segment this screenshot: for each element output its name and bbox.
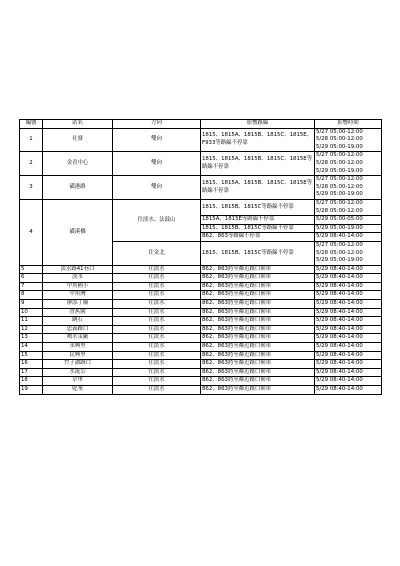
row-number: 7 — [20, 282, 43, 291]
row-time: 5/29 08:40-14:00 — [315, 291, 382, 300]
row-time: 5/29 08:40-14:00 — [315, 308, 382, 317]
row-direction: 往淡水 — [113, 300, 201, 309]
table-row — [20, 325, 382, 334]
row-route: 1815、1815B、1815C等路線不停靠 — [201, 241, 315, 265]
time-line: 5/27 05:00-12:00 — [316, 128, 363, 135]
row-route: 862、863將至鄰近路口候車 — [201, 317, 315, 326]
row-time: 5/29 08:40-14:00 — [315, 386, 382, 395]
table-row — [20, 334, 382, 343]
time-line: 5/27 05:00-12:00 — [316, 176, 363, 183]
row-time: 5/29 08:40-14:00 — [315, 282, 382, 291]
row-time: 5/29 08:40-14:00 — [315, 343, 382, 352]
row-time — [315, 128, 382, 152]
row-route: 862、863將至鄰近路口候車 — [201, 360, 315, 369]
row-route: 1815、1815A、1815B、1815C、1815E等路線不停靠 — [201, 152, 315, 176]
row-number: 16 — [20, 360, 43, 369]
row-direction: 往淡水 — [113, 343, 201, 352]
table-row — [20, 386, 382, 395]
row-direction: 往淡水 — [113, 334, 201, 343]
row-time: 5/29 08:40-14:00 — [315, 368, 382, 377]
row-time: 5/29 05:00-05:00 — [315, 216, 382, 225]
row-number: 6 — [20, 274, 43, 283]
time-line: 5/27 05:00-12:00 — [316, 241, 363, 248]
header-time: 影響時間 — [315, 120, 382, 129]
row-route: 862、863將至鄰近路口候車 — [201, 282, 315, 291]
row-station: 磺港路 — [43, 176, 113, 200]
row-station: 跳石 — [43, 317, 113, 326]
table-row — [20, 176, 382, 200]
row-direction: 往淡水 — [113, 351, 201, 360]
time-line: 5/27 05:00-12:00 — [316, 152, 363, 159]
row-route: 1815、1815A、1815B、1815C、1815E等路線不停靠 — [201, 176, 315, 200]
row-station: 中角國小 — [43, 282, 113, 291]
table-row — [20, 265, 382, 274]
time-line: 5/29 05:00-19:00 — [316, 167, 363, 174]
row-number: 13 — [20, 334, 43, 343]
row-time: 5/29 08:40-14:00 — [315, 265, 382, 274]
row-direction: 雙向 — [113, 176, 201, 200]
row-direction: 往金北 — [113, 241, 201, 265]
row-route: 862、863將至鄰近路口候車 — [201, 265, 315, 274]
table-row — [20, 317, 382, 326]
table-row — [20, 282, 382, 291]
row-number: 3 — [20, 176, 43, 200]
row-route: 862、863將至鄰近路口候車 — [201, 291, 315, 300]
row-station: 民興里 — [43, 351, 113, 360]
row-direction: 往淡水 — [113, 317, 201, 326]
table-row — [20, 360, 382, 369]
row-time: 5/29 05:00-19:00 — [315, 224, 382, 233]
time-line: 5/28 05:00-12:00 — [316, 249, 363, 256]
header-row — [20, 120, 382, 129]
row-route: 1815A、1815E等路線不停靠 — [201, 216, 315, 225]
row-route: 862、863將至鄰近路口候車 — [201, 274, 315, 283]
table-row — [20, 128, 382, 152]
row-station: 永興里 — [43, 343, 113, 352]
row-direction: 往淡水 — [113, 265, 201, 274]
header-station: 站名 — [43, 120, 113, 129]
row-direction: 雙向 — [113, 152, 201, 176]
table-row — [20, 351, 382, 360]
row-time: 5/29 08:40-14:00 — [315, 351, 382, 360]
table-row — [20, 199, 382, 215]
row-number: 10 — [20, 308, 43, 317]
row-route: 1815、1815A、1815B、1815C、1815E、F933等路線不停靠 — [201, 128, 315, 152]
row-direction: 往淡水 — [113, 308, 201, 317]
time-line: 5/28 05:00-12:00 — [316, 159, 363, 166]
time-line: 5/28 05:00-12:00 — [316, 136, 363, 143]
row-station: 中角灣 — [43, 291, 113, 300]
row-time — [315, 199, 382, 215]
row-number: 8 — [20, 291, 43, 300]
row-number: 18 — [20, 377, 43, 386]
row-direction: 往淡水、法鼓山 — [113, 199, 201, 241]
row-time: 5/29 08:40-14:00 — [315, 360, 382, 369]
row-direction: 往淡水 — [113, 368, 201, 377]
row-time: 5/29 08:40-14:00 — [315, 274, 382, 283]
row-route: 862、863將至鄰近路口候車 — [201, 325, 315, 334]
header-direction: 方向 — [113, 120, 201, 129]
time-line: 5/28 05:00-12:00 — [316, 207, 363, 214]
row-station: 噴水汞廠 — [43, 334, 113, 343]
table-row — [20, 300, 382, 309]
row-time: 5/29 08:40-14:00 — [315, 325, 382, 334]
row-station: 香蕉園 — [43, 308, 113, 317]
time-line: 5/28 05:00-12:00 — [316, 183, 363, 190]
row-route: 1815、1815B、1815C等路線不停靠 — [201, 199, 315, 215]
row-station: 乾華 — [43, 386, 113, 395]
header-number: 編號 — [20, 120, 43, 129]
traffic-control-table — [19, 119, 382, 395]
row-time: 5/29 08:40-14:00 — [315, 317, 382, 326]
row-station: 草里 — [43, 377, 113, 386]
time-line: 5/27 05:00-12:00 — [316, 199, 363, 206]
row-direction: 往淡水 — [113, 377, 201, 386]
table-row — [20, 274, 382, 283]
row-time: 5/29 08:40-14:00 — [315, 300, 382, 309]
header-route: 影響路線 — [201, 120, 315, 129]
table-row — [20, 343, 382, 352]
row-time: 5/29 08:40-14:00 — [315, 334, 382, 343]
row-number: 15 — [20, 351, 43, 360]
row-route: 862、863將至鄰近路口候車 — [201, 386, 315, 395]
row-number: 12 — [20, 325, 43, 334]
row-number: 11 — [20, 317, 43, 326]
row-number: 14 — [20, 343, 43, 352]
row-time — [315, 176, 382, 200]
row-number: 5 — [20, 265, 43, 274]
row-route: 862、863將至鄰近路口候車 — [201, 377, 315, 386]
row-number: 4 — [20, 199, 43, 265]
table-row — [20, 377, 382, 386]
row-station: 忠義路口 — [43, 325, 113, 334]
row-route: 862、863將至鄰近路口候車 — [201, 368, 315, 377]
row-station: 金青中心 — [43, 152, 113, 176]
time-line: 5/29 05:00-19:00 — [316, 143, 363, 150]
row-direction: 往淡水 — [113, 386, 201, 395]
row-route: 862、863將至鄰近路口候車 — [201, 351, 315, 360]
row-route: 862、863將至鄰近路口候車 — [201, 334, 315, 343]
row-time: 5/29 08:40-14:00 — [315, 377, 382, 386]
row-station: 廖添丁廟 — [43, 300, 113, 309]
row-route: 862、863將至鄰近路口候車 — [201, 300, 315, 309]
row-number: 19 — [20, 386, 43, 395]
row-station: 竹子湖路口 — [43, 360, 113, 369]
row-direction: 往淡水 — [113, 282, 201, 291]
row-station: 水流公 — [43, 368, 113, 377]
row-route: 862、863等路線不停靠 — [201, 233, 315, 242]
row-direction: 往淡水 — [113, 291, 201, 300]
table-row — [20, 152, 382, 176]
row-direction: 往淡水 — [113, 274, 201, 283]
row-number: 1 — [20, 128, 43, 152]
time-line: 5/29 05:00-19:00 — [316, 191, 363, 198]
table-row — [20, 308, 382, 317]
row-number: 17 — [20, 368, 43, 377]
row-station: 磺溪橋 — [43, 199, 113, 265]
row-direction: 往淡水 — [113, 360, 201, 369]
row-direction: 往淡水 — [113, 325, 201, 334]
row-station: 社寮 — [43, 128, 113, 152]
row-station: 淡水路41巷口 — [43, 265, 113, 274]
row-route: 1815、1815B、1815C等路線不停靠 — [201, 224, 315, 233]
row-station: 淡水 — [43, 274, 113, 283]
table-row — [20, 368, 382, 377]
table-row — [20, 291, 382, 300]
row-time — [315, 152, 382, 176]
row-time — [315, 241, 382, 265]
row-route: 862、863將至鄰近路口候車 — [201, 343, 315, 352]
row-route: 862、863將至鄰近路口候車 — [201, 308, 315, 317]
row-number: 9 — [20, 300, 43, 309]
time-line: 5/29 05:00-19:00 — [316, 257, 363, 264]
row-time: 5/29 08:40-14:00 — [315, 233, 382, 242]
row-direction: 雙向 — [113, 128, 201, 152]
row-number: 2 — [20, 152, 43, 176]
